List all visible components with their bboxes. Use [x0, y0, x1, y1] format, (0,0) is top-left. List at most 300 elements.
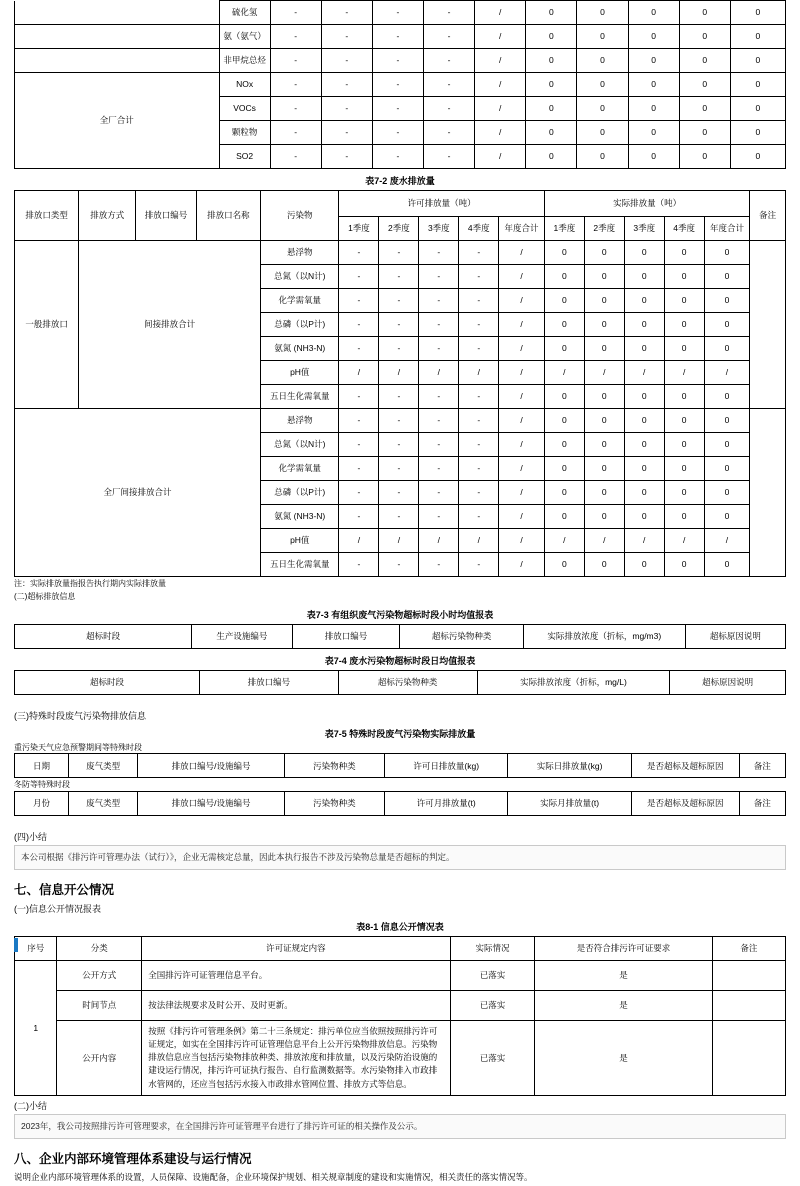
cell: 0	[544, 409, 584, 433]
blue-accent-bar	[14, 938, 18, 952]
cell-pollutant: 五日生化需氧量	[261, 385, 339, 409]
cell: -	[270, 25, 321, 49]
cell: -	[270, 1, 321, 25]
th-discharge-way: 排放方式	[79, 191, 136, 241]
cell: -	[459, 289, 499, 313]
cell-blank	[15, 25, 86, 49]
cell: -	[339, 481, 379, 505]
table-7-3-air-excess	[14, 624, 786, 649]
th-compliance: 是否符合排污许可证要求	[535, 936, 712, 960]
cell: -	[419, 553, 459, 577]
cell-blank	[156, 49, 219, 73]
cell: -	[459, 313, 499, 337]
cell: 0	[679, 1, 730, 25]
section-7-sub-heading: (一)信息公开情况报表	[14, 903, 101, 914]
cell: 0	[526, 25, 577, 49]
th-excess-reason: 超标原因说明	[685, 624, 785, 648]
table-8-1-disclosure	[14, 936, 786, 1096]
cell: 0	[584, 289, 624, 313]
table-7-5-monthly	[14, 791, 786, 816]
cell: /	[499, 409, 545, 433]
th-excess-reason: 是否超标及超标原因	[631, 792, 739, 816]
cell: -	[379, 457, 419, 481]
cell: -	[419, 241, 459, 265]
cell: -	[321, 97, 372, 121]
cell-pollutant: 硫化氢	[219, 1, 270, 25]
cell: /	[544, 361, 584, 385]
cell: 0	[544, 337, 584, 361]
cell: -	[339, 433, 379, 457]
cell: /	[499, 361, 545, 385]
cell: /	[499, 433, 545, 457]
cell-permit-content: 按法律法规要求及时公开、及时更新。	[142, 990, 450, 1020]
cell: 0	[704, 241, 750, 265]
cell: -	[339, 409, 379, 433]
cell: -	[339, 289, 379, 313]
th-month: 月份	[15, 792, 69, 816]
cell-outlet-type: 一般排放口	[15, 241, 79, 409]
cell: 0	[584, 241, 624, 265]
cell: /	[499, 241, 545, 265]
cell: 0	[526, 49, 577, 73]
cell: -	[339, 457, 379, 481]
cell: 0	[624, 241, 664, 265]
table-7-5-daily	[14, 753, 786, 778]
cell: -	[379, 289, 419, 313]
th-outlet-facility-code: 排放口编号/设施编号	[138, 754, 284, 778]
cell: 0	[664, 457, 704, 481]
cell: 0	[544, 505, 584, 529]
cell-remark	[750, 241, 786, 409]
th-facility-code: 生产设施编号	[192, 624, 292, 648]
table-row	[15, 1, 786, 25]
cell: 0	[577, 97, 628, 121]
table-header-row	[15, 670, 786, 694]
cell: 0	[624, 313, 664, 337]
table-row	[15, 49, 786, 73]
cell: /	[419, 529, 459, 553]
cell: 0	[704, 265, 750, 289]
th-permitted-daily: 许可日排放量(kg)	[385, 754, 508, 778]
cell: 0	[679, 73, 730, 97]
cell-pollutant: 总氮（以N计)	[261, 433, 339, 457]
cell: /	[544, 529, 584, 553]
cell: /	[459, 361, 499, 385]
th-outlet-facility-code: 排放口编号/设施编号	[138, 792, 284, 816]
cell: 0	[577, 49, 628, 73]
cell: 0	[628, 121, 679, 145]
th-actual-concentration: 实际排放浓度（折标，mg/m3)	[523, 624, 685, 648]
cell: 0	[628, 145, 679, 169]
cell: -	[339, 241, 379, 265]
cell: 0	[584, 457, 624, 481]
cell-compliance: 是	[535, 990, 712, 1020]
th-actual: 实际排放量（吨）	[544, 191, 749, 217]
cell: 0	[704, 457, 750, 481]
th-q1: 1季度	[339, 217, 379, 241]
cell: -	[379, 481, 419, 505]
cell: -	[321, 145, 372, 169]
table-7-5-caption: 表7-5 特殊时段废气污染物实际排放量	[324, 728, 476, 739]
cell: /	[704, 529, 750, 553]
cell: -	[372, 25, 423, 49]
th-actual-monthly: 实际月排放量(t)	[508, 792, 631, 816]
cell: 0	[577, 121, 628, 145]
cell: 0	[730, 121, 785, 145]
cell: 0	[544, 385, 584, 409]
th-pollutant-type: 超标污染物种类	[400, 624, 523, 648]
cell: -	[424, 25, 475, 49]
table-7-1-continued	[14, 0, 786, 169]
cell: /	[379, 529, 419, 553]
th-actual-status: 实际情况	[450, 936, 535, 960]
table-8-1-caption: 表8-1 信息公开情况表	[356, 921, 444, 932]
th-outlet-code: 排放口编号	[292, 624, 400, 648]
cell: /	[499, 553, 545, 577]
summary-1-title: (四)小结	[14, 832, 47, 843]
cell: 0	[679, 145, 730, 169]
th-q3: 3季度	[419, 217, 459, 241]
cell: 0	[624, 553, 664, 577]
th-remark: 备注	[739, 792, 785, 816]
cell: 0	[628, 1, 679, 25]
cell-no: 1	[15, 960, 57, 1095]
cell: -	[321, 121, 372, 145]
cell: -	[372, 49, 423, 73]
th-date: 日期	[15, 754, 69, 778]
cell: -	[424, 1, 475, 25]
cell: 0	[704, 409, 750, 433]
th-permit-content: 许可证规定内容	[142, 936, 450, 960]
cell: -	[372, 121, 423, 145]
cell-permit-content: 按照《排污许可管理条例》第二十三条规定：排污单位应当依照按照排污许可证规定，如实在全国排污许可证管理信息平台上公开污染物排放信息。污染物排放信息应当包括污染物排放种类、排放浓度和排放量，以及污染防治设施的建设运行情况，排污许可证执行报告、自行监测数据等。水污染物排入市政排水管网的，还应当包括污水接入市政排水管网位置、排放方式等信息。	[142, 1020, 450, 1095]
cell: 0	[544, 289, 584, 313]
cell-discharge-way: 间接排放合计	[79, 241, 261, 409]
cell: 0	[628, 73, 679, 97]
cell: 0	[544, 457, 584, 481]
th-outlet-code: 排放口编号	[136, 191, 197, 241]
cell: /	[499, 505, 545, 529]
cell: -	[459, 457, 499, 481]
cell: /	[584, 529, 624, 553]
cell: -	[459, 385, 499, 409]
cell: /	[664, 529, 704, 553]
cell: 0	[577, 1, 628, 25]
cell-category: 公开方式	[57, 960, 142, 990]
cell-blank	[15, 49, 86, 73]
cell: -	[270, 97, 321, 121]
cell-blank	[85, 49, 156, 73]
cell: 0	[624, 505, 664, 529]
cell: -	[419, 289, 459, 313]
cell: 0	[664, 481, 704, 505]
th-pollutant: 污染物	[261, 191, 339, 241]
cell-blank	[156, 25, 219, 49]
cell: 0	[577, 145, 628, 169]
th-year-total: 年度合计	[499, 217, 545, 241]
table-header-row	[15, 792, 786, 816]
cell-category: 公开内容	[57, 1020, 142, 1095]
table-7-4-caption: 表7-4 废水污染物超标时段日均值报表	[324, 655, 476, 666]
cell: 0	[526, 121, 577, 145]
cell-pollutant: 五日生化需氧量	[261, 553, 339, 577]
cell: 0	[624, 433, 664, 457]
cell: 0	[679, 121, 730, 145]
cell: -	[339, 313, 379, 337]
cell: 0	[526, 73, 577, 97]
cell-compliance: 是	[535, 960, 712, 990]
cell: /	[499, 457, 545, 481]
table-7-2-wastewater	[14, 190, 786, 577]
cell: 0	[704, 433, 750, 457]
cell: -	[419, 457, 459, 481]
cell: -	[424, 121, 475, 145]
table-row	[15, 1020, 786, 1095]
cell: 0	[544, 241, 584, 265]
table-7-4-water-excess	[14, 670, 786, 695]
cell: -	[372, 145, 423, 169]
cell-remark	[712, 1020, 785, 1095]
cell: -	[321, 73, 372, 97]
cell: -	[459, 409, 499, 433]
th-remark: 备注	[750, 191, 786, 241]
cell-blank	[85, 25, 156, 49]
table-header-row	[15, 936, 786, 960]
cell-blank	[156, 1, 219, 25]
cell: 0	[544, 313, 584, 337]
cell: /	[459, 529, 499, 553]
cell: -	[379, 265, 419, 289]
th-actual-daily: 实际日排放量(kg)	[508, 754, 631, 778]
cell: 0	[679, 97, 730, 121]
cell: -	[419, 265, 459, 289]
th-gas-type: 废气类型	[68, 792, 137, 816]
cell: -	[321, 49, 372, 73]
special-period-label-1: 重污染天气应急预警期间等特殊时段	[14, 742, 142, 752]
cell: /	[379, 361, 419, 385]
cell: -	[459, 553, 499, 577]
section-8-text: 说明企业内部环境管理体系的设置，人员保障、设施配备，企业环境保护规划、相关规章制度的建设和实施情况，相关责任的落实情况等。	[14, 1171, 533, 1182]
cell: -	[419, 433, 459, 457]
cell-pollutant: 总氮（以N计)	[261, 265, 339, 289]
cell: 0	[584, 385, 624, 409]
th-remark: 备注	[712, 936, 785, 960]
th-q1-actual: 1季度	[544, 217, 584, 241]
th-excess-reason: 超标原因说明	[670, 670, 786, 694]
th-remark: 备注	[739, 754, 785, 778]
cell: 0	[584, 433, 624, 457]
cell: 0	[730, 97, 785, 121]
cell: -	[339, 337, 379, 361]
table-row	[15, 73, 786, 97]
th-category: 分类	[57, 936, 142, 960]
cell: 0	[584, 505, 624, 529]
cell: -	[424, 49, 475, 73]
th-gas-type: 废气类型	[68, 754, 137, 778]
summary-2-text: 2023年，我公司按照排污许可管理要求，在全国排污许可证管理平台进行了排污许可证的相关操作及公示。	[14, 1114, 786, 1139]
cell: 0	[664, 313, 704, 337]
cell: 0	[664, 289, 704, 313]
cell: -	[459, 241, 499, 265]
cell-permit-content: 全国排污许可证管理信息平台。	[142, 960, 450, 990]
cell: -	[270, 121, 321, 145]
cell-group-label: 全厂合计	[15, 73, 220, 169]
th-pollutant-type: 污染物种类	[284, 792, 384, 816]
table-row	[15, 25, 786, 49]
cell: 0	[664, 433, 704, 457]
table-row	[15, 241, 786, 265]
cell-pollutant: 氨（氨气）	[219, 25, 270, 49]
cell: /	[584, 361, 624, 385]
cell: /	[499, 337, 545, 361]
cell: 0	[704, 385, 750, 409]
cell: 0	[730, 49, 785, 73]
cell: 0	[584, 265, 624, 289]
cell: 0	[628, 49, 679, 73]
cell-pollutant: 悬浮物	[261, 241, 339, 265]
th-q4-actual: 4季度	[664, 217, 704, 241]
cell: 0	[664, 265, 704, 289]
cell: /	[475, 1, 526, 25]
cell: 0	[679, 49, 730, 73]
th-pollutant-type: 超标污染物种类	[338, 670, 477, 694]
cell-actual-status: 已落实	[450, 960, 535, 990]
cell: -	[270, 145, 321, 169]
cell: 0	[624, 481, 664, 505]
cell: -	[459, 265, 499, 289]
section-8-heading: 八、企业内部环境管理体系建设与运行情况	[14, 1151, 252, 1166]
cell: /	[499, 529, 545, 553]
cell: 0	[544, 265, 584, 289]
th-permitted-monthly: 许可月排放量(t)	[385, 792, 508, 816]
cell: /	[704, 361, 750, 385]
cell: -	[372, 1, 423, 25]
cell-pollutant: 氨氮 (NH3-N)	[261, 505, 339, 529]
cell-pollutant: 悬浮物	[261, 409, 339, 433]
cell: 0	[584, 553, 624, 577]
cell: -	[379, 241, 419, 265]
summary-2-title: (二)小结	[14, 1100, 47, 1111]
cell: -	[339, 265, 379, 289]
cell: 0	[664, 337, 704, 361]
cell: -	[372, 73, 423, 97]
th-q3-actual: 3季度	[624, 217, 664, 241]
cell: 0	[584, 313, 624, 337]
cell: 0	[730, 145, 785, 169]
cell: -	[419, 337, 459, 361]
cell: -	[339, 553, 379, 577]
cell: 0	[584, 409, 624, 433]
cell: -	[459, 433, 499, 457]
special-period-label-2: 冬防等特殊时段	[14, 780, 70, 790]
table-header-row	[15, 191, 786, 217]
cell: /	[664, 361, 704, 385]
table-7-3-caption: 表7-3 有组织废气污染物超标时段小时均值报表	[306, 609, 494, 620]
cell: -	[339, 505, 379, 529]
cell: 0	[624, 457, 664, 481]
cell: /	[475, 97, 526, 121]
cell-remark	[750, 409, 786, 577]
cell: /	[499, 289, 545, 313]
cell: 0	[584, 481, 624, 505]
cell: 0	[704, 313, 750, 337]
cell: /	[475, 145, 526, 169]
cell: /	[339, 361, 379, 385]
cell: 0	[544, 553, 584, 577]
cell: -	[419, 313, 459, 337]
table-header-row	[15, 754, 786, 778]
cell-compliance: 是	[535, 1020, 712, 1095]
cell: /	[499, 313, 545, 337]
cell: -	[321, 25, 372, 49]
cell: -	[459, 337, 499, 361]
cell: 0	[664, 241, 704, 265]
cell: 0	[704, 553, 750, 577]
cell: 0	[704, 481, 750, 505]
cell-pollutant: 氨氮 (NH3-N)	[261, 337, 339, 361]
cell: 0	[664, 385, 704, 409]
cell: -	[424, 73, 475, 97]
cell: 0	[544, 433, 584, 457]
cell: -	[379, 553, 419, 577]
cell: -	[379, 409, 419, 433]
th-excess-reason: 是否超标及超标原因	[631, 754, 739, 778]
cell-pollutant: 非甲烷总烃	[219, 49, 270, 73]
cell: 0	[526, 145, 577, 169]
th-year-total-actual: 年度合计	[704, 217, 750, 241]
th-outlet-code: 排放口编号	[200, 670, 339, 694]
cell: /	[475, 121, 526, 145]
cell: /	[419, 361, 459, 385]
cell: /	[475, 25, 526, 49]
cell-pollutant: SO2	[219, 145, 270, 169]
cell: 0	[664, 505, 704, 529]
cell: -	[459, 505, 499, 529]
summary-1-text: 本公司根据《排污许可管理办法（试行）》，企业无需核定总量，因此本执行报告不涉及污染物总量是否超标的判定。	[14, 845, 786, 870]
cell-remark	[712, 990, 785, 1020]
cell: -	[270, 73, 321, 97]
cell: 0	[624, 385, 664, 409]
table-row	[15, 960, 786, 990]
cell: 0	[577, 25, 628, 49]
cell: 0	[624, 337, 664, 361]
th-permitted: 许可排放量（吨）	[339, 191, 544, 217]
cell: /	[624, 361, 664, 385]
cell: 0	[624, 265, 664, 289]
cell: -	[321, 1, 372, 25]
cell: -	[419, 505, 459, 529]
cell: -	[419, 385, 459, 409]
cell: /	[499, 385, 545, 409]
cell: -	[372, 97, 423, 121]
th-actual-concentration: 实际排放浓度（折标，mg/L)	[477, 670, 670, 694]
cell-pollutant: pH值	[261, 529, 339, 553]
cell-category: 时间节点	[57, 990, 142, 1020]
cell: -	[419, 481, 459, 505]
th-q2: 2季度	[379, 217, 419, 241]
th-q2-actual: 2季度	[584, 217, 624, 241]
section-7-heading: 七、信息开公情况	[14, 882, 115, 897]
cell: /	[499, 265, 545, 289]
cell-actual-status: 已落实	[450, 990, 535, 1020]
cell: -	[379, 433, 419, 457]
cell: 0	[730, 25, 785, 49]
cell: /	[624, 529, 664, 553]
cell: -	[424, 145, 475, 169]
th-excess-period: 超标时段	[15, 670, 200, 694]
cell: -	[419, 409, 459, 433]
th-excess-period: 超标时段	[15, 624, 192, 648]
